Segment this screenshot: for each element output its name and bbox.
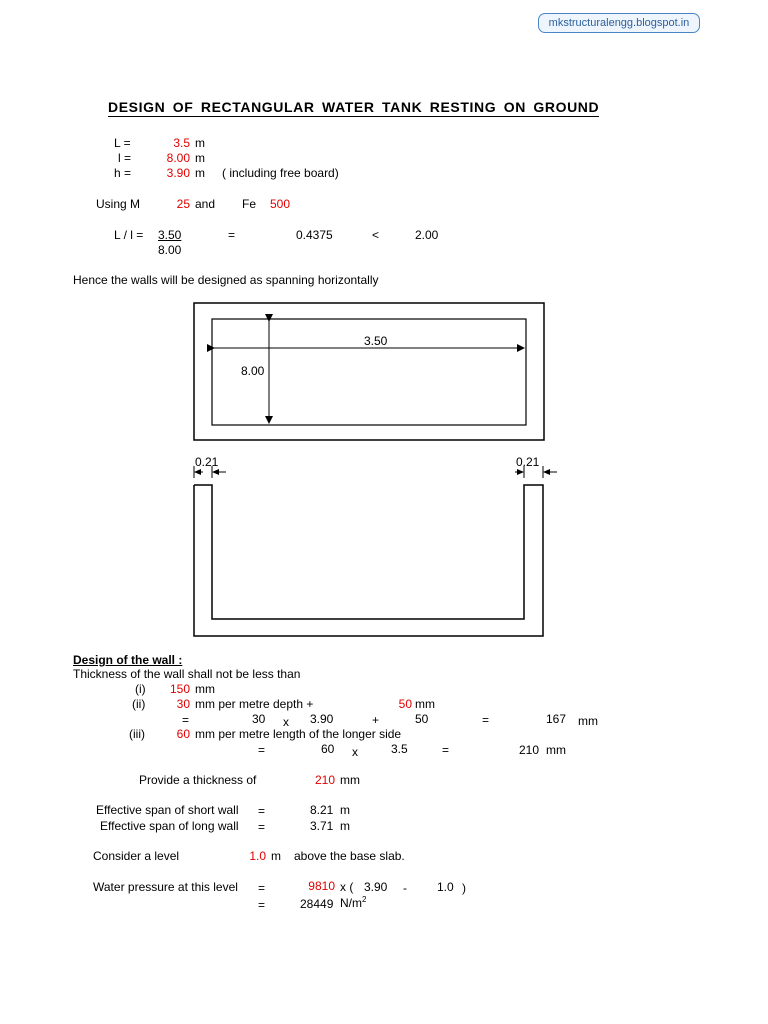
l-unit: m [195,151,205,165]
water-pressure-equals: = [258,881,266,895]
calc-ii-plus: + [372,713,380,727]
level-note: above the base slab. [294,849,405,863]
ratio-label: L / l = [114,228,144,242]
water-pressure-height: 3.90 [364,880,388,894]
eff-span-long-value: 3.71 [310,819,334,833]
calc-iii-unit: mm [546,743,566,757]
water-pressure-level: 1.0 [437,880,454,894]
level-value: 1.0 [249,849,266,863]
left-wall-thickness-label: 0.21 [195,455,219,469]
section-view [194,466,557,636]
eff-span-short-equals: = [258,804,266,818]
calc-ii-a: 30 [252,712,266,726]
criterion-i-unit: mm [195,682,215,696]
level-text: Consider a level [93,849,180,863]
eff-span-short-unit: m [340,803,350,817]
calc-iii-equals: = [258,743,266,757]
calc-ii-equals2: = [482,713,490,727]
l-label: l = [118,151,132,165]
L-unit: m [195,136,205,150]
criterion-ii-label: (ii) [132,697,146,711]
and-label: and [195,197,216,211]
thickness-intro: Thickness of the wall shall not be less than [73,667,301,681]
criterion-iii-label: (iii) [129,727,145,741]
L-label: L = [114,136,131,150]
water-pressure-close: ) [462,881,466,895]
level-unit: m [271,849,281,863]
provide-thickness-text: Provide a thickness of [139,773,257,787]
design-wall-heading: Design of the wall : [73,653,183,667]
ratio-equals: = [228,228,236,242]
ratio-result: 0.4375 [296,228,333,242]
calc-ii-equals: = [182,713,190,727]
water-pressure-unit-exponent: 2 [362,895,367,904]
h-label: h = [114,166,132,180]
calc-iii-equals2: = [442,743,450,757]
water-pressure-equals2: = [258,898,266,912]
ratio-less-than: < [372,228,380,242]
criterion-iii-value: 60 [176,727,190,741]
calc-iii-times: x [352,745,358,759]
calc-iii-b: 3.5 [391,742,408,756]
eff-span-long-unit: m [340,819,350,833]
criterion-ii-value: 30 [176,697,190,711]
water-pressure-unit [340,896,366,910]
eff-span-long-equals: = [258,820,266,834]
h-unit: m [195,166,205,180]
water-pressure-minus: - [403,881,407,895]
water-pressure-unit-text: N/m [340,896,362,910]
eff-span-long-label: Effective span of long wall [100,819,239,833]
water-pressure-label: Water pressure at this level [93,880,238,894]
calc-ii-unit: mm [578,714,598,728]
criterion-ii-add: 50 [398,697,412,711]
fe-label: Fe [242,197,257,211]
blog-url-badge[interactable]: mkstructuralengg.blogspot.in [538,13,700,33]
calc-iii-result: 210 [519,743,540,757]
water-pressure-open: x ( [340,880,354,894]
water-unit-weight: 9810 [308,879,335,893]
criterion-iii-text: mm per metre length of the longer side [195,727,402,741]
criterion-ii-text: mm per metre depth + [195,697,314,711]
ratio-numerator: 3.50 [158,228,182,242]
criterion-i-label: (i) [135,682,146,696]
water-pressure-result: 28449 [300,897,334,911]
L-value: 3.5 [173,136,190,150]
using-label: Using M [96,197,141,211]
l-value: 8.00 [166,151,190,165]
calc-iii-a: 60 [321,742,335,756]
right-wall-thickness-label: 0.21 [516,455,540,469]
page-title: DESIGN OF RECTANGULAR WATER TANK RESTING ON GROUND [108,99,600,115]
calc-ii-c: 50 [415,712,429,726]
provide-thickness-value: 210 [314,773,335,787]
criterion-i-value: 150 [169,682,190,696]
steel-grade: 500 [270,197,291,211]
ratio-denominator: 8.00 [158,243,182,257]
plan-width-label: 8.00 [241,364,265,378]
eff-span-short-label: Effective span of short wall [96,803,239,817]
tank-section-outline [194,485,543,636]
ratio-limit: 2.00 [415,228,439,242]
concrete-grade: 25 [176,197,190,211]
criterion-ii-unit: mm [415,697,435,711]
calc-ii-result: 167 [546,712,567,726]
plan-length-label: 3.50 [364,334,388,348]
calc-ii-b: 3.90 [310,712,334,726]
provide-thickness-unit: mm [340,773,360,787]
calc-ii-times: x [283,715,289,729]
eff-span-short-value: 8.21 [310,803,334,817]
h-note: ( including free board) [222,166,339,180]
spanning-statement: Hence the walls will be designed as spanning horizontally [73,273,379,287]
h-value: 3.90 [166,166,190,180]
